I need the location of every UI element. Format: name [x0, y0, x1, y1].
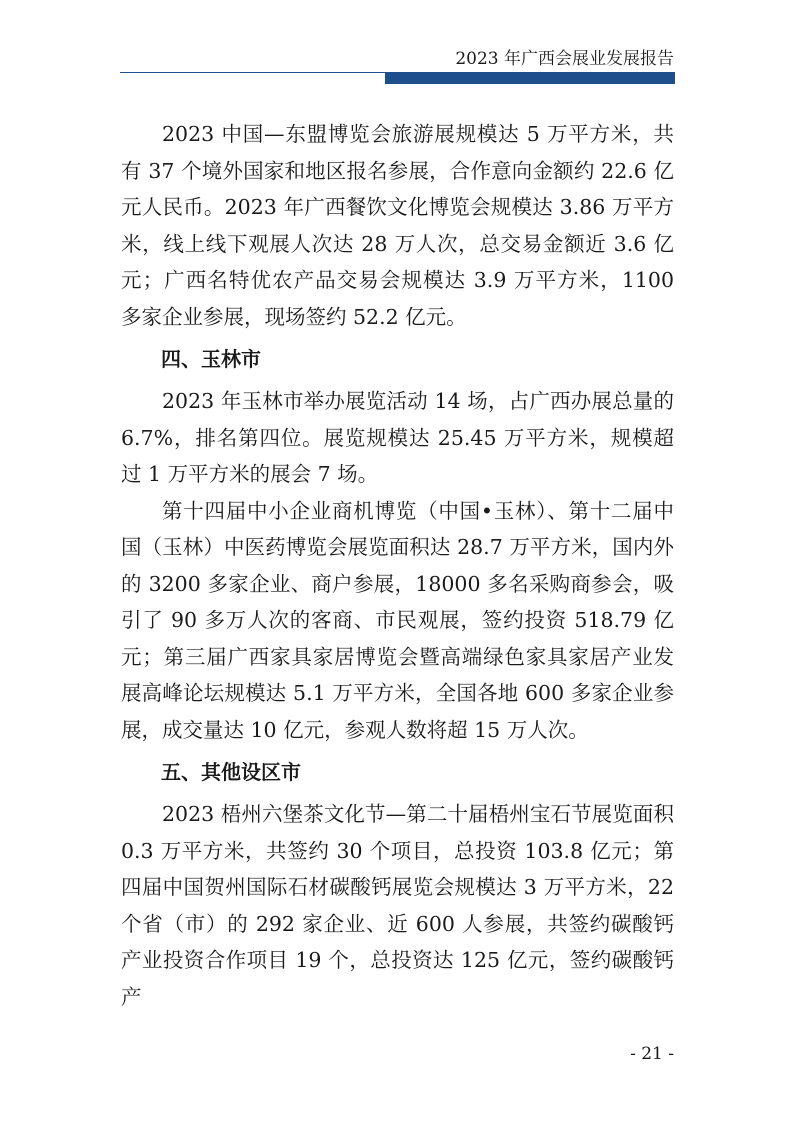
body-paragraph: 2023 梧州六堡茶文化节—第二十届梧州宝石节展览面积 0.3 万平方米，共签约 30 个项目，总投资 103.8 亿元；第四届中国贺州国际石材碳酸钙展览会规模达 3 万平方米，22 个省（市）的 292 家企业、近 600 人参展，共签约碳酸钙产业投资合作项目 19 个，总投资达 125 亿元，签约碳酸钙产	[121, 802, 674, 1009]
body-paragraph: 第十四届中小企业商机博览（中国•玉林）、第十二届中国（玉林）中医药博览会展览面积达 28.7 万平方米，国内外的 3200 多家企业、商户参展，18000 多名采购商参会，吸引了 90 多万人次的客商、市民观展，签约投资 518.79 亿元；第三届广西家具家居博览会暨高端绿色家具家居产业发展高峰论坛规模达 5.1 万平方米，全国各地 600 多家企业参展，成交量达 10 亿元，参观人数将超 15 万人次。	[121, 498, 674, 742]
section-heading-other-cities: 五、其他设区市	[161, 760, 301, 784]
running-header-title: 2023 年广西会展业发展报告	[455, 49, 674, 69]
body-paragraph: 2023 中国—东盟博览会旅游展规模达 5 万平方米，共有 37 个境外国家和地区报名参展，合作意向金额约 22.6 亿元人民币。2023 年广西餐饮文化博览会规模达 3.86 万平方米，线上线下观展人次达 28 万人次，总交易金额近 3.6 亿元；广西名特优农产品交易会规模达 3.9 万平方米，1100 多家企业参展，现场签约 52.2 亿元。	[121, 122, 674, 329]
document-body	[121, 116, 674, 1015]
body-paragraph: 2023 年玉林市举办展览活动 14 场，占广西办展总量的 6.7%，排名第四位。展览规模达 25.45 万平方米，规模超过 1 万平方米的展会 7 场。	[121, 389, 674, 486]
section-heading-yulin: 四、玉林市	[161, 347, 261, 371]
page-number: - 21 -	[630, 1044, 674, 1064]
header-accent-bar	[385, 73, 675, 84]
